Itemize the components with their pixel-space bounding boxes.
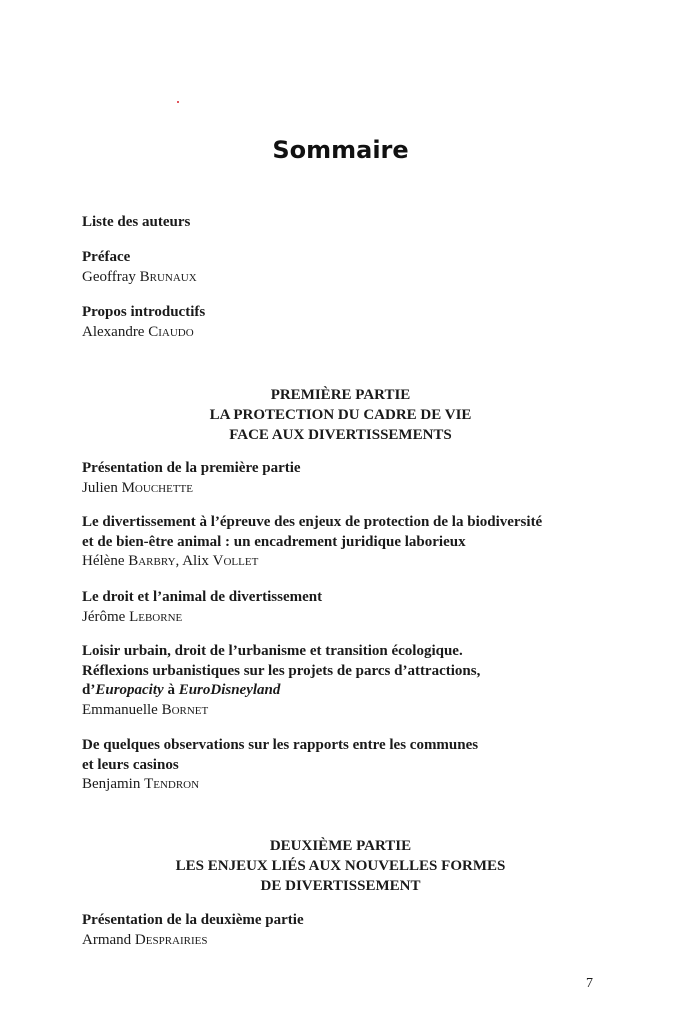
toc-entry-presentation-2[interactable] <box>82 911 602 950</box>
part-label: DEUXIÈME PARTIE <box>269 838 412 854</box>
entry-author: Geoffray Brunaux <box>82 268 197 285</box>
part-label: PREMIÈRE PARTIE <box>270 387 411 403</box>
part-title-line: FACE AUX DIVERTISSEMENTS <box>229 427 452 443</box>
entry-title: Le droit et l’animal de divertissement <box>82 589 323 605</box>
entry-title-line: Réflexions urbanistiques sur les projets de parcs d’attractions, <box>82 662 481 679</box>
entry-title-line: d’Europacity à EuroDisneyland <box>82 682 281 698</box>
entry-author: Emmanuelle Bornet <box>82 701 209 718</box>
entry-title: Présentation de la première partie <box>82 460 301 476</box>
page-title: Sommaire <box>272 136 409 164</box>
toc-entry-liste-auteurs[interactable] <box>82 213 602 233</box>
part-2-heading <box>0 836 681 896</box>
toc-entry-divertissement-biodiversite[interactable] <box>82 513 642 572</box>
entry-author: Hélène Barbry, Alix Vollet <box>82 553 259 569</box>
entry-title: Liste des auteurs <box>82 214 191 230</box>
part-1-heading <box>0 385 681 445</box>
entry-title-line: De quelques observations sur les rapports entre les communes <box>82 737 479 753</box>
entry-title-line: Loisir urbain, droit de l’urbanisme et transition écologique. <box>82 643 463 659</box>
entry-author: Armand Desprairies <box>82 931 208 948</box>
toc-entry-presentation-1[interactable] <box>82 459 602 498</box>
toc-entry-droit-animal[interactable] <box>82 588 602 627</box>
entry-title: Préface <box>82 249 131 265</box>
page-number: 7 <box>586 976 593 991</box>
red-mark <box>177 101 179 103</box>
toc-entry-loisir-urbain[interactable] <box>82 642 602 720</box>
entry-title-line: et leurs casinos <box>82 756 179 773</box>
toc-entry-preface[interactable] <box>82 248 602 287</box>
toc-entry-propos[interactable] <box>82 303 602 342</box>
entry-author: Alexandre Ciaudo <box>82 323 194 340</box>
part-title-line: LES ENJEUX LIÉS AUX NOUVELLES FORMES <box>175 858 506 874</box>
entry-author: Jérôme Leborne <box>82 608 183 625</box>
entry-author: Benjamin Tendron <box>82 776 200 792</box>
toc-entry-communes-casinos[interactable] <box>82 736 602 795</box>
entry-title-line: et de bien-être animal : un encadrement juridique laborieux <box>82 533 466 550</box>
entry-author: Julien Mouchette <box>82 479 193 496</box>
entry-title-line: Le divertissement à l’épreuve des enjeux de protection de la biodiversité <box>82 514 543 530</box>
entry-title: Présentation de la deuxième partie <box>82 912 304 928</box>
entry-title: Propos introductifs <box>82 304 206 320</box>
part-title-line: LA PROTECTION DU CADRE DE VIE <box>209 407 472 423</box>
part-title-line: DE DIVERTISSEMENT <box>260 878 421 894</box>
